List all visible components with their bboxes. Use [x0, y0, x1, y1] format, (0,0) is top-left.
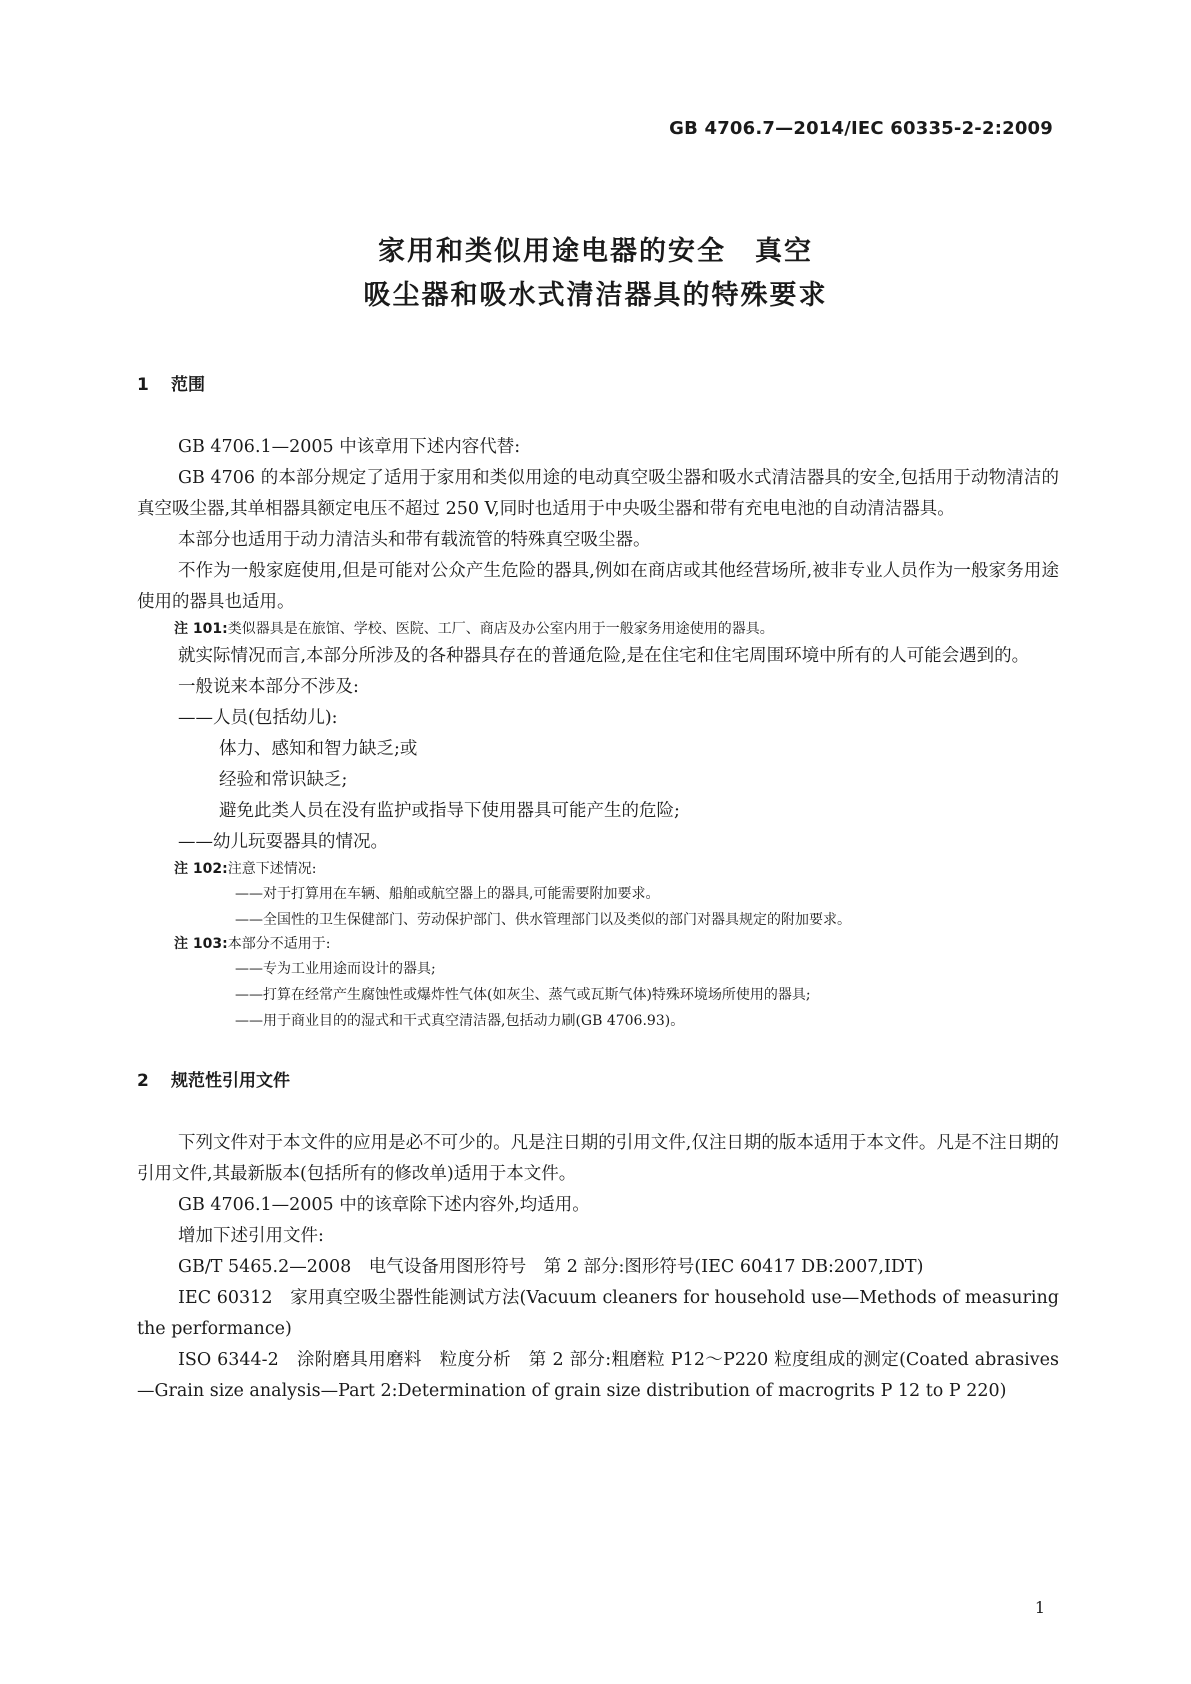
note-label: 注 101: [174, 621, 228, 637]
section-title: 范围 [171, 375, 205, 395]
paragraph: 一般说来本部分不涉及: [178, 677, 359, 697]
note-list-item: ——全国性的卫生保健部门、劳动保护部门、供水管理部门以及类似的部门对器具规定的附加要求。 [235, 912, 851, 928]
paragraph: 就实际情况而言,本部分所涉及的各种器具存在的普通危险,是在住宅和住宅周围环境中所有的人可能会遇到的。 [178, 646, 1030, 666]
section-2-heading [137, 1068, 1059, 1094]
note-text: 类似器具是在旅馆、学校、医院、工厂、商店及办公室内用于一般家务用途使用的器具。 [227, 621, 774, 637]
page-number: 1 [1034, 1598, 1045, 1617]
section-number: 2 [137, 1071, 149, 1091]
reference-item: IEC 60312 家用真空吸尘器性能测试方法(Vacuum cleaners for household use—Methods of measuring the performance) [137, 1288, 1059, 1339]
paragraph: GB 4706.1—2005 中该章用下述内容代替: [178, 437, 521, 457]
paragraph: 下列文件对于本文件的应用是必不可少的。凡是注日期的引用文件,仅注日期的版本适用于本文件。凡是不注日期的引用文件,其最新版本(包括所有的修改单)适用于本文件。 [137, 1133, 1059, 1184]
reference-item: GB/T 5465.2—2008 电气设备用图形符号 第 2 部分:图形符号(IEC 60417 DB:2007,IDT) [178, 1257, 924, 1277]
title-line-1: 家用和类似用途电器的安全 真空 [378, 236, 813, 267]
paragraph: GB 4706 的本部分规定了适用于家用和类似用途的电动真空吸尘器和吸水式清洁器具的安全,包括用于动物清洁的真空吸尘器,其单相器具额定电压不超过 250 V,同时也适用于中央吸尘器和带有充电电池的自动清洁器具。 [137, 468, 1059, 519]
note-101 [137, 618, 1059, 641]
dash-item: ——幼儿玩耍器具的情况。 [178, 832, 388, 852]
sub-item: 体力、感知和智力缺乏;或 [219, 739, 418, 759]
note-103 [137, 933, 1059, 956]
dash-item: ——人员(包括幼儿): [178, 708, 338, 728]
note-text: 本部分不适用于: [227, 936, 331, 952]
section-title: 规范性引用文件 [171, 1071, 290, 1091]
title-line-2: 吸尘器和吸水式清洁器具的特殊要求 [363, 280, 828, 311]
note-label: 注 103: [174, 936, 228, 952]
note-label: 注 102: [174, 861, 228, 877]
section-1-heading [137, 372, 1059, 398]
document-body [137, 372, 1059, 1407]
note-list-item: ——用于商业目的的湿式和干式真空清洁器,包括动力刷(GB 4706.93)。 [235, 1013, 685, 1029]
standard-code: GB 4706.7—2014/IEC 60335-2-2:2009 [669, 118, 1053, 139]
sub-item: 经验和常识缺乏; [219, 770, 348, 790]
sub-item: 避免此类人员在没有监护或指导下使用器具可能产生的危险; [219, 801, 680, 821]
paragraph: 本部分也适用于动力清洁头和带有载流管的特殊真空吸尘器。 [178, 530, 651, 550]
reference-item: ISO 6344-2 涂附磨具用磨料 粒度分析 第 2 部分:粗磨粒 P12～P220 粒度组成的测定(Coated abrasives—Grain size analysis—Part 2:Determination of grain size distribution of macrogrits P 12 to P 220) [137, 1350, 1059, 1401]
document-title [0, 230, 1191, 318]
note-list-item: ——专为工业用途而设计的器具; [235, 961, 436, 977]
paragraph: 增加下述引用文件: [178, 1226, 324, 1246]
note-text: 注意下述情况: [227, 861, 317, 877]
note-list-item: ——打算在经常产生腐蚀性或爆炸性气体(如灰尘、蒸气或瓦斯气体)特殊环境场所使用的器具; [235, 987, 811, 1003]
note-list-item: ——对于打算用在车辆、船舶或航空器上的器具,可能需要附加要求。 [235, 886, 660, 902]
note-102 [137, 858, 1059, 881]
paragraph: 不作为一般家庭使用,但是可能对公众产生危险的器具,例如在商店或其他经营场所,被非专业人员作为一般家务用途使用的器具也适用。 [137, 561, 1059, 612]
section-number: 1 [137, 375, 149, 395]
paragraph: GB 4706.1—2005 中的该章除下述内容外,均适用。 [178, 1195, 590, 1215]
